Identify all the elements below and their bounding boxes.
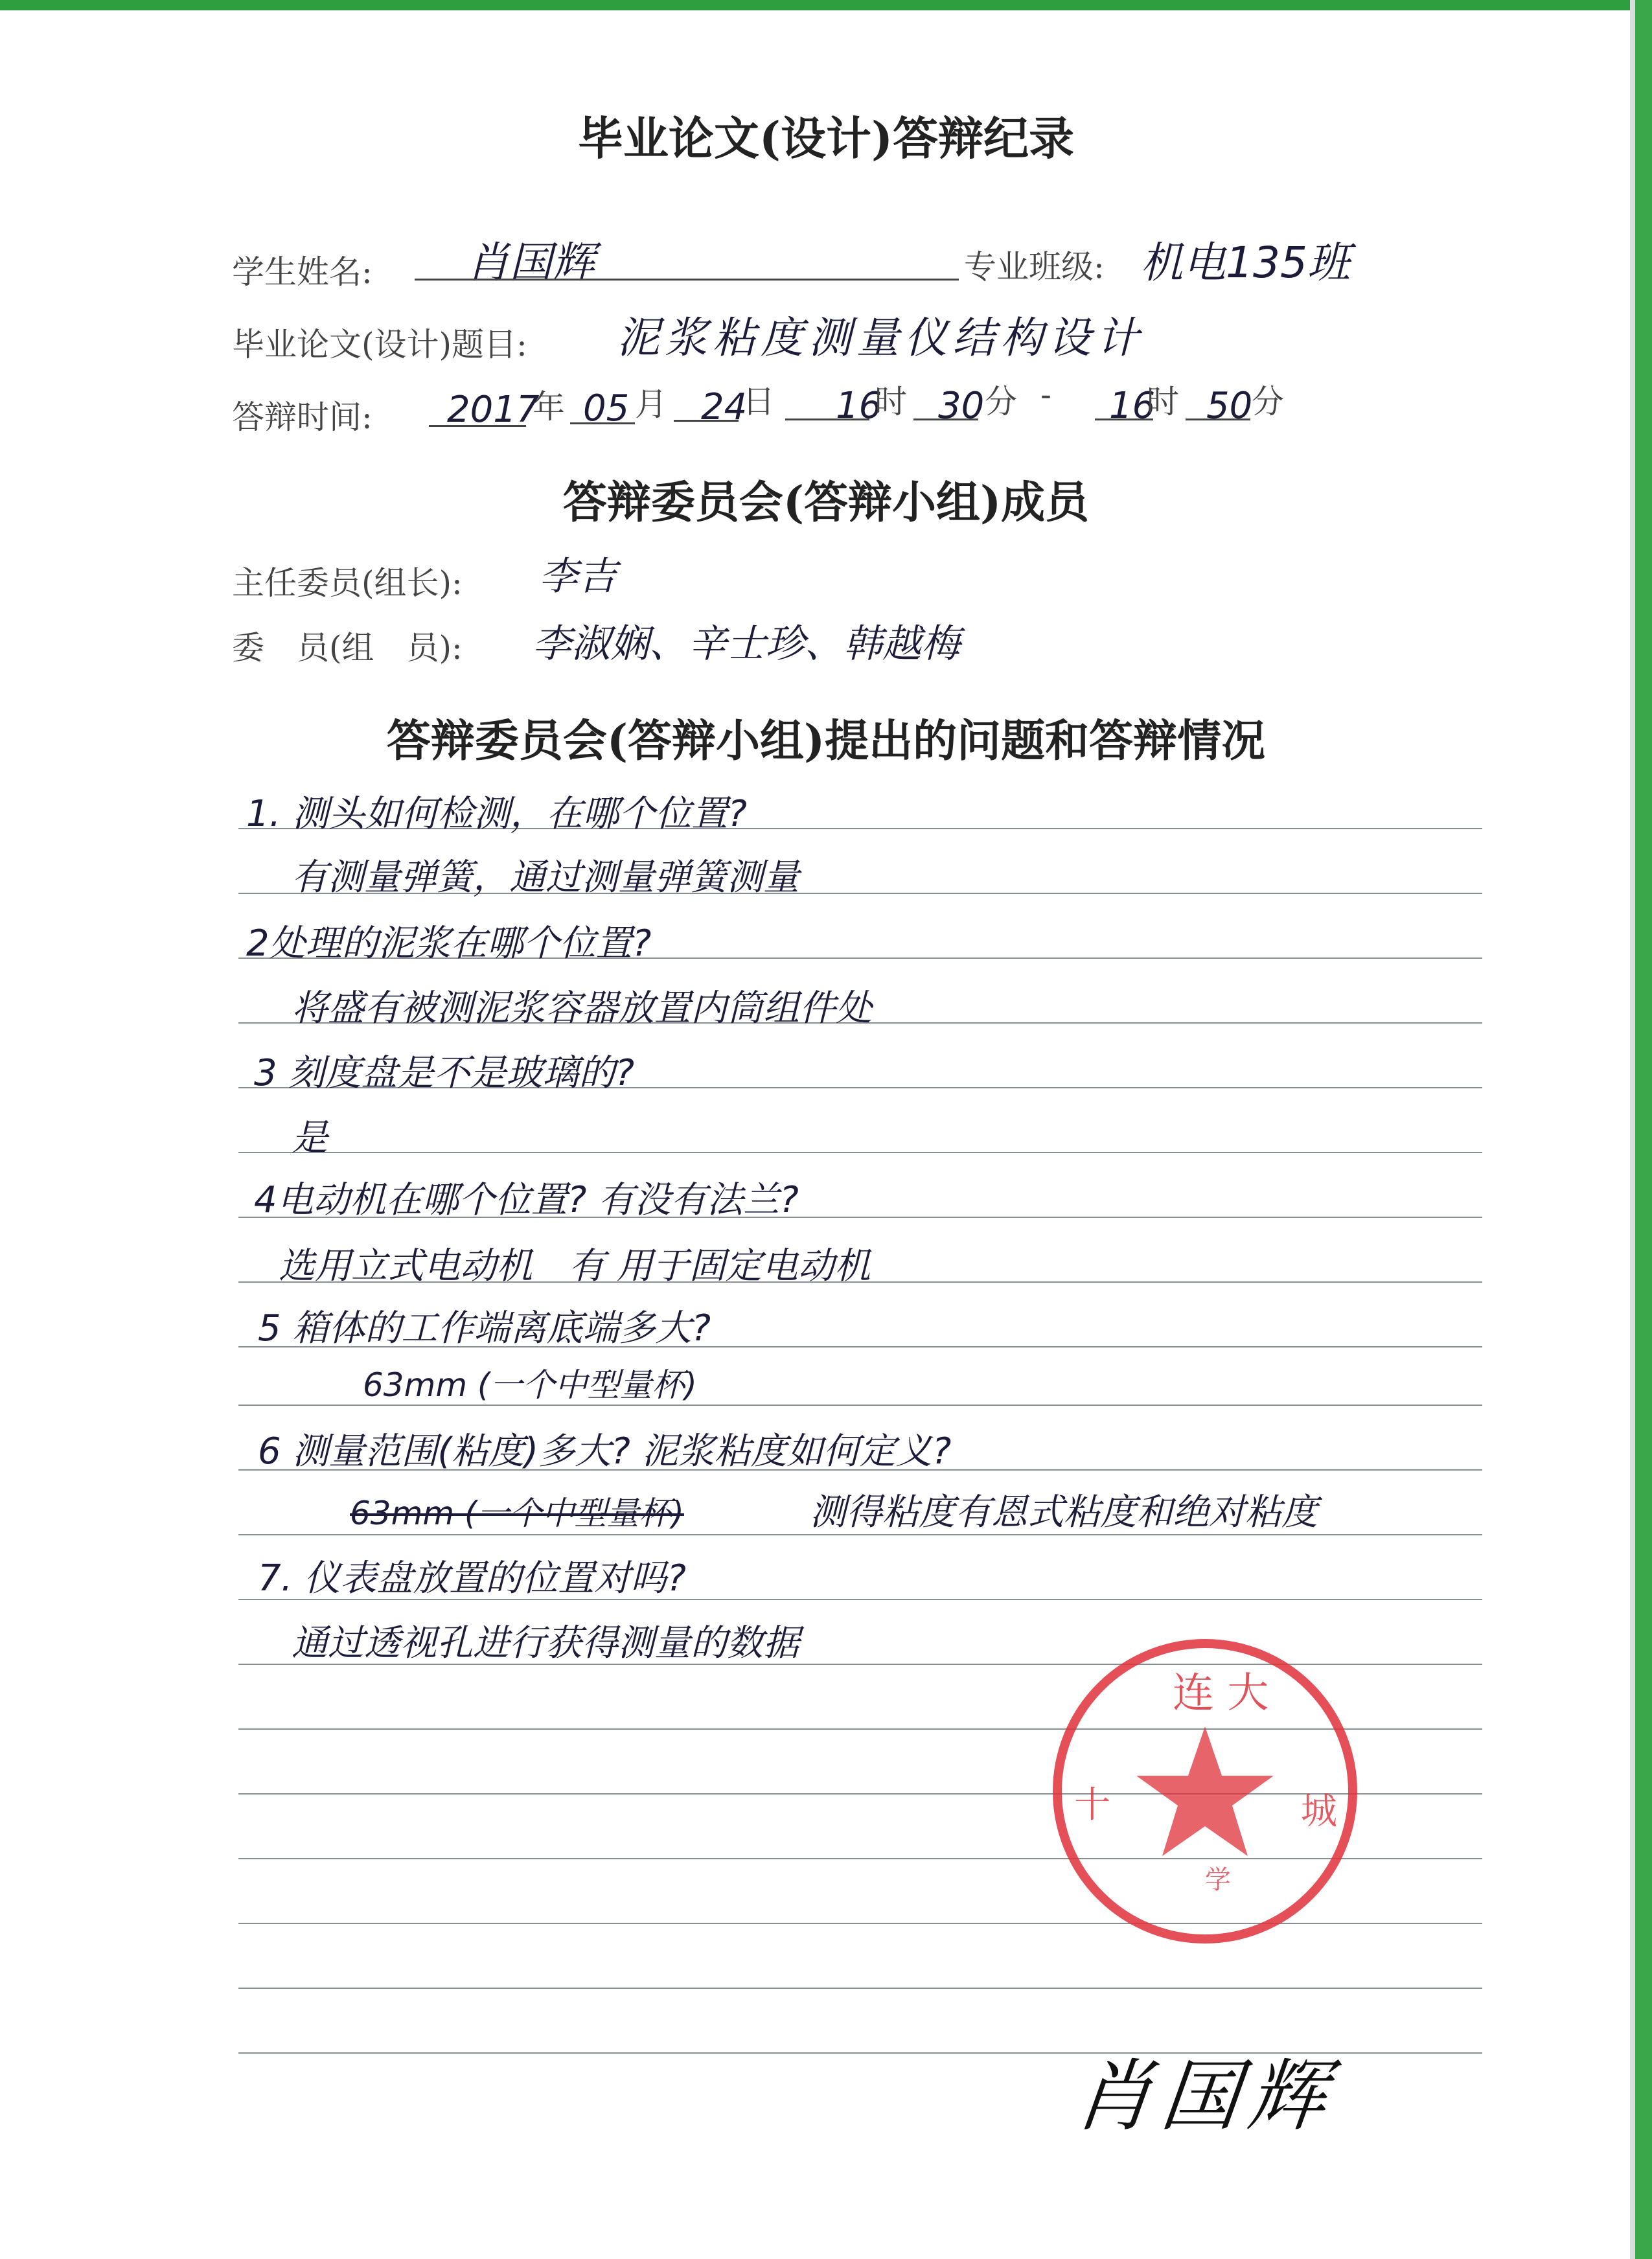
document-title: 毕业论文(设计)答辩纪录 bbox=[577, 111, 1075, 165]
members-label: 委 员(组 员): bbox=[232, 629, 463, 667]
official-seal bbox=[1043, 1629, 1367, 1953]
defense-day: 24 bbox=[701, 386, 748, 428]
month-unit: 月 bbox=[635, 385, 667, 423]
scan-border-shadow bbox=[1630, 0, 1635, 2259]
scan-border-top bbox=[0, 0, 1652, 10]
chair-label: 主任委员(组长): bbox=[232, 564, 463, 602]
year-unit: 年 bbox=[533, 388, 565, 426]
start-minute: 30 bbox=[938, 385, 985, 427]
defense-month: 05 bbox=[583, 387, 630, 430]
student-name-underline bbox=[415, 279, 959, 281]
qa-line-3: 2处理的泥浆在哪个位置? bbox=[246, 923, 652, 965]
defense-time-label: 答辩时间: bbox=[232, 398, 373, 436]
ruled-line bbox=[238, 1988, 1482, 1989]
qa-line-12: 测得粘度有恩式粘度和绝对粘度 bbox=[810, 1491, 1318, 1533]
student-name-value: 肖国辉 bbox=[466, 238, 595, 288]
end-minute-unit: 分 bbox=[1252, 383, 1284, 420]
end-hour-underline bbox=[1095, 419, 1153, 420]
thesis-title-value: 泥浆粘度测量仪结构设计 bbox=[617, 313, 1144, 363]
ruled-line bbox=[238, 1152, 1482, 1153]
members-value: 李淑娴、辛士珍、韩越梅 bbox=[533, 621, 960, 667]
month-underline bbox=[570, 422, 635, 424]
end-minute: 50 bbox=[1206, 385, 1253, 427]
class-label: 专业班级: bbox=[964, 248, 1105, 286]
student-name-label: 学生姓名: bbox=[232, 253, 373, 291]
seal-star-icon bbox=[1136, 1726, 1274, 1856]
day-underline bbox=[674, 420, 739, 422]
seal-text-bottom: 学 bbox=[1205, 1865, 1231, 1895]
seal-text-top: 连 大 bbox=[1173, 1669, 1269, 1717]
end-hour: 16 bbox=[1109, 385, 1156, 427]
seal-text-right: 城 bbox=[1301, 1791, 1337, 1833]
day-unit: 日 bbox=[742, 383, 775, 420]
defense-year: 2017 bbox=[447, 389, 540, 431]
start-hour-unit: 时 bbox=[875, 383, 907, 420]
start-hour-underline bbox=[785, 419, 869, 420]
qa-line-5: 3 刻度盘是不是玻璃的? bbox=[254, 1052, 635, 1094]
qa-line-14: 通过透视孔进行获得测量的数据 bbox=[292, 1622, 799, 1664]
start-minute-unit: 分 bbox=[985, 383, 1017, 420]
qa-line-11: 6 测量范围(粘度)多大? 泥浆粘度如何定义? bbox=[258, 1430, 952, 1473]
end-minute-underline bbox=[1186, 419, 1250, 420]
qa-line-7: 4电动机在哪个位置? 有没有法兰? bbox=[254, 1179, 799, 1221]
qa-line-8: 选用立式电动机 有 用于固定电动机 bbox=[279, 1245, 871, 1287]
signature: 肖国辉 bbox=[1070, 2052, 1340, 2142]
qa-line-9: 5 箱体的工作端离底端多大? bbox=[258, 1307, 711, 1349]
qa-line-13: 7. 仪表盘放置的位置对吗? bbox=[258, 1557, 686, 1600]
start-minute-underline bbox=[913, 419, 978, 420]
qa-line-4: 将盛有被测泥浆容器放置内筒组件处 bbox=[292, 987, 872, 1029]
qa-line-6: 是 bbox=[292, 1117, 328, 1159]
scan-border-right bbox=[1635, 0, 1652, 2259]
committee-heading: 答辩委员会(答辩小组)成员 bbox=[562, 477, 1090, 529]
class-value: 机电135班 bbox=[1140, 238, 1350, 288]
time-dash: - bbox=[1040, 376, 1051, 413]
year-underline bbox=[429, 425, 526, 427]
qa-line-1: 1. 测头如何检测，在哪个位置? bbox=[246, 793, 747, 835]
qa-line-2: 有测量弹簧，通过测量弹簧测量 bbox=[292, 856, 799, 899]
seal-text-left: 十 bbox=[1074, 1784, 1110, 1826]
qa-line-10: 63mm (一个中型量杯) bbox=[363, 1366, 697, 1404]
end-hour-unit: 时 bbox=[1147, 383, 1179, 420]
thesis-title-label: 毕业论文(设计)题目: bbox=[232, 326, 527, 363]
qa-struck-line: 63mm (一个中型量杯) bbox=[350, 1495, 684, 1532]
qa-heading: 答辩委员会(答辩小组)提出的问题和答辩情况 bbox=[386, 715, 1266, 767]
chair-value: 李吉 bbox=[539, 554, 617, 599]
start-hour: 16 bbox=[836, 385, 882, 427]
